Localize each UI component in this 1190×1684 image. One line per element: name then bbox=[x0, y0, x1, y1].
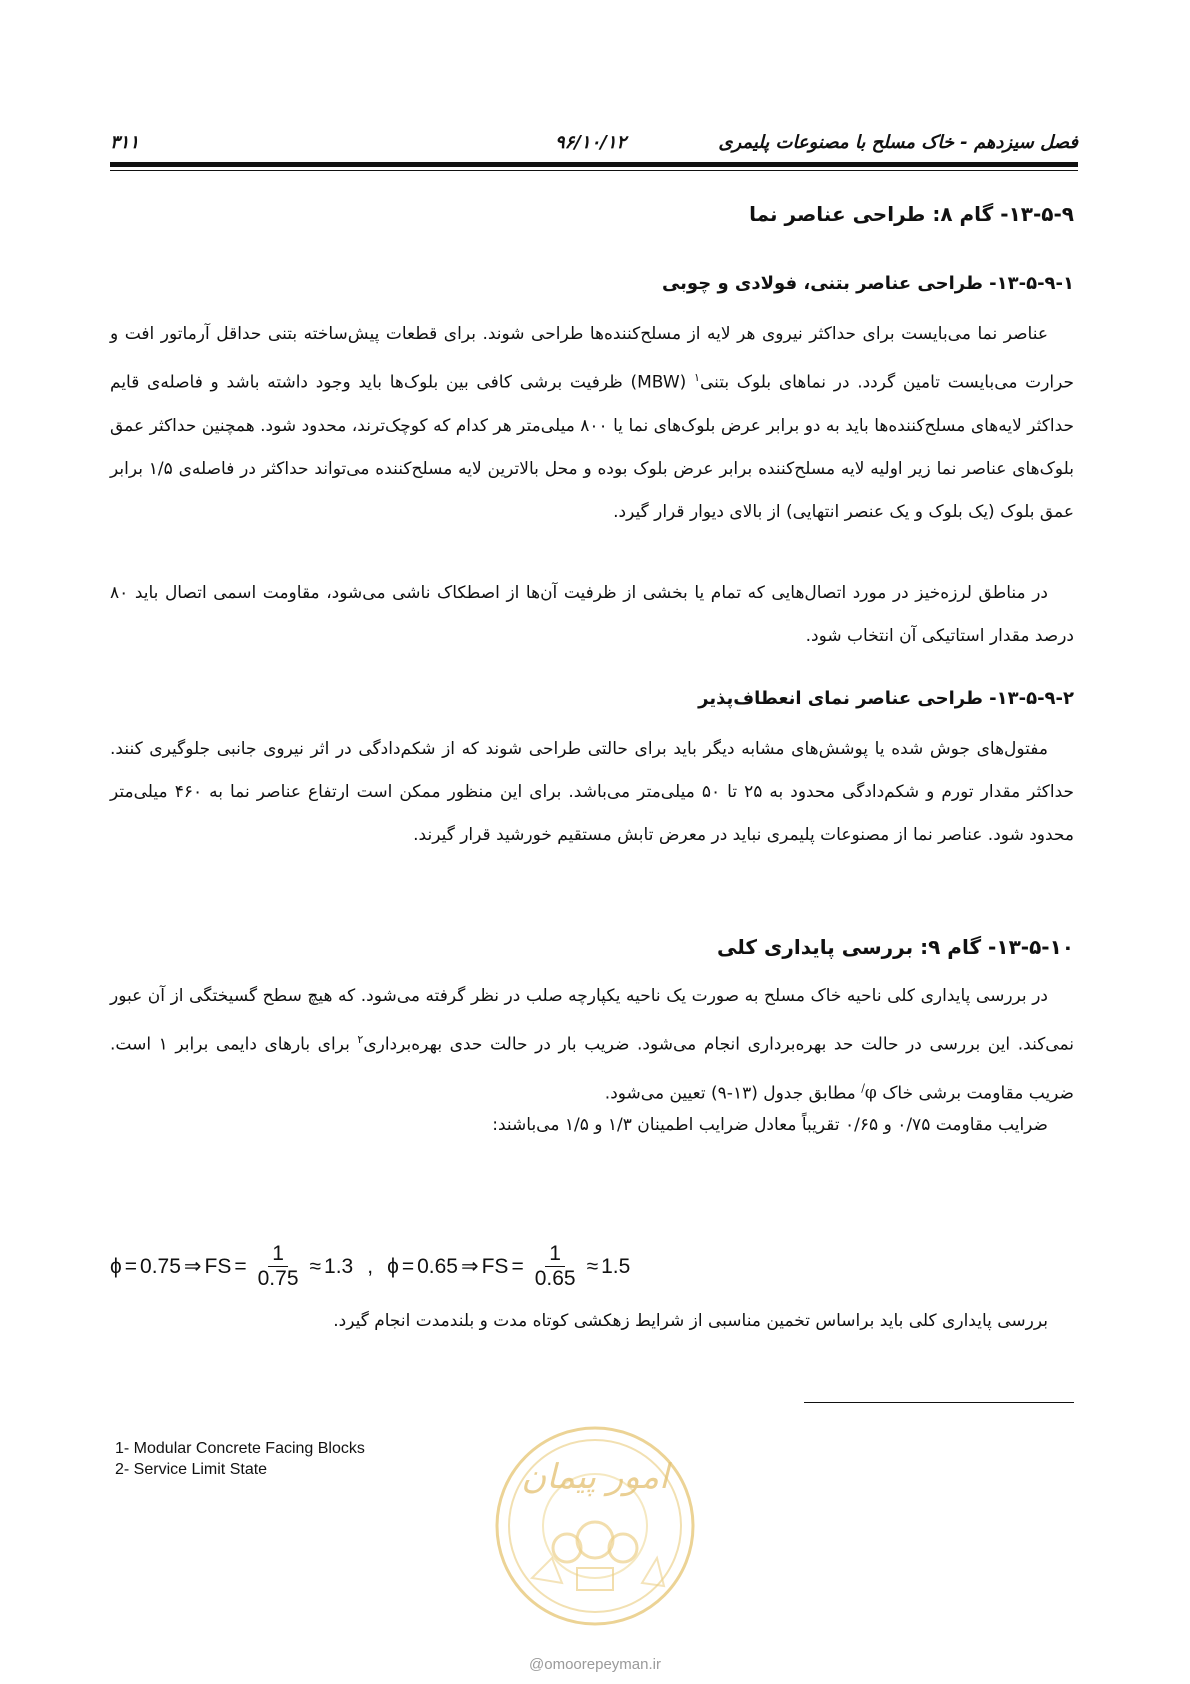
header-rule-thick bbox=[110, 162, 1078, 167]
footnote-ref-2: ۲ bbox=[357, 1033, 364, 1046]
paragraph-text-cont: برای بارهای دایمی برابر ۱ است. ضریب مقاومت برشی خاک bbox=[110, 1034, 1074, 1104]
chapter-title: فصل سیزدهم - خاک مسلح با مصنوعات پلیمری bbox=[718, 132, 1078, 153]
paragraph-seismic: در مناطق لرزه‌خیز در مورد اتصال‌هایی که تمام یا بخشی از ظرفیت آن‌ها از اصطکاک ناشی می‌شود، مقاومت اسمی اتصال باید ۸۰ درصد مقدار استاتیکی آن انتخاب شود. bbox=[110, 583, 1074, 646]
section-heading-step9: ۱۳-۵-۱۰- گام ۹: بررسی پایداری کلی bbox=[717, 935, 1074, 959]
header-date: ۹۶/۱۰/۱۲ bbox=[555, 132, 627, 153]
watermark-seal-icon bbox=[492, 1408, 698, 1648]
subsection-heading-concrete: ۱۳-۵-۹-۱- طراحی عناصر بتنی، فولادی و چوبی bbox=[661, 273, 1074, 294]
phi-symbol: φ/ bbox=[861, 1081, 877, 1104]
fs-result-a: 1.3 bbox=[324, 1254, 354, 1278]
svg-text:امور پیمان: امور پیمان bbox=[521, 1457, 669, 1497]
phi-value-a: 0.75 bbox=[140, 1254, 181, 1278]
abbr-mbw: (MBW) bbox=[622, 372, 695, 393]
footnote-1: 1- Modular Concrete Facing Blocks bbox=[115, 1440, 365, 1457]
paragraph-text: عناصر نما می‌بایست برای حداکثر نیروی هر لایه از مسلح‌کننده‌ها طراحی شوند. برای قطعات پیش‌ساخته بتنی حداقل آرماتور افت و حرارت می‌بایست تامین گردد. در نماهای بلوک بتنی bbox=[110, 324, 1075, 393]
section-heading-step8: ۱۳-۵-۹- گام ۸: طراحی عناصر نما bbox=[749, 202, 1074, 226]
paragraph-drainage: بررسی پایداری کلی باید براساس تخمین مناسبی از شرایط زهکشی کوتاه مدت و بلندمدت انجام گیرد. bbox=[333, 1311, 1048, 1331]
subsection-heading-flexible: ۱۳-۵-۹-۲- طراحی عناصر نمای انعطاف‌پذیر bbox=[698, 688, 1074, 709]
watermark-url: @omoorepeyman.ir bbox=[529, 1656, 661, 1673]
paragraph-facing-design bbox=[110, 313, 1074, 534]
paragraph-text-end: مطابق جدول (۱۳-۹) تعیین می‌شود. bbox=[604, 1083, 862, 1104]
formula-safety-factors: ϕ = 0.75 ⇒ FS = $\frac{1}{0.75}$ ≈ 1.3 , ϕ = 0.65 ⇒ FS = $\frac{1}{0.65}$ ≈ 1.5 bbox=[110, 1242, 631, 1290]
footnote-separator bbox=[804, 1402, 1074, 1403]
footnote-2: 2- Service Limit State bbox=[115, 1461, 268, 1478]
running-header bbox=[110, 126, 1078, 160]
paragraph-text: در بررسی پایداری کلی ناحیه خاک مسلح به صورت یک ناحیه یکپارچه صلب در نظر گرفته می‌شود. که هیچ سطح گسیختگی از آن عبور نمی‌کند. این بررسی در حالت حد بهره‌برداری انجام می‌شود. ضریب بار در حالت حدی بهره‌برداری bbox=[110, 986, 1075, 1055]
paragraph-resistance-factors: ضرایب مقاومت ۰/۷۵ و ۰/۶۵ تقریباً معادل ضرایب اطمینان ۱/۳ و ۱/۵ می‌باشند: bbox=[492, 1115, 1048, 1135]
phi-symbol: ϕ bbox=[110, 1254, 122, 1278]
header-rule-thin bbox=[110, 170, 1078, 171]
phi-value-b: 0.65 bbox=[417, 1254, 458, 1278]
page-number: ۳۱۱ bbox=[110, 132, 140, 153]
paragraph-text-cont: ظرفیت برشی کافی بین بلوک‌ها باید وجود داشته باشد و فاصله‌ی قایم حداکثر لایه‌های مسلح‌کننده‌ها باید به دو برابر عرض بلوک‌های نما یا ۸۰۰ میلی‌متر هر کدام که کوچک‌ترند، محدود شود. همچنین حداکثر عمق بلوک‌های عناصر نما زیر اولیه لایه مسلح‌کننده برابر عرض بلوک بوده و محل بالاترین لایه مسلح‌کننده می‌تواند حداکثر در فاصله‌ی ۱/۵ برابر عمق بلوک (یک بلوک و یک عنصر انتهایی) از بالای دیوار قرار گیرد. bbox=[110, 372, 1074, 522]
fraction-b: $\frac{1}{0.65}$ bbox=[534, 1242, 576, 1290]
fraction-a: $\frac{1}{0.75}$ bbox=[257, 1242, 299, 1290]
fs-result-b: 1.5 bbox=[601, 1254, 631, 1278]
paragraph-flexible-facing: مفتول‌های جوش شده یا پوشش‌های مشابه دیگر باید برای حالتی طراحی شوند که از شکم‌دادگی در اثر نیروی جانبی جلوگیری کنند. حداکثر مقدار تورم و شکم‌دادگی محدود به ۲۵ تا ۵۰ میلی‌متر می‌باشد. برای این منظور ممکن است ارتفاع عناصر نما به ۴۶۰ میلی‌متر محدود شود. عناصر نما از مصنوعات پلیمری نباید در معرض تابش مستقیم خورشید قرار گیرند. bbox=[110, 739, 1075, 845]
footnote-ref-1: ۱ bbox=[694, 371, 700, 384]
paragraph-global-stability bbox=[110, 975, 1074, 1115]
